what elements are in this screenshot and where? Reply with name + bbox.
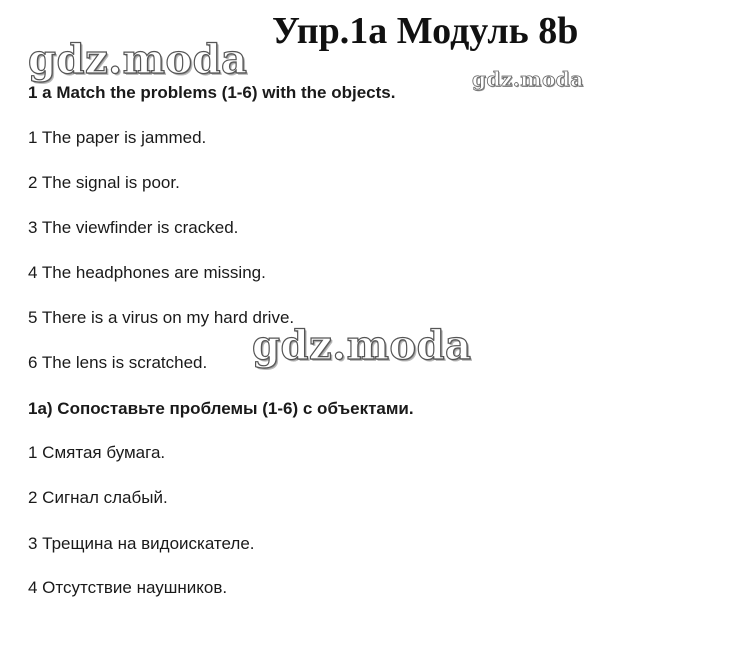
list-item-ru-2: 2 Сигнал слабый. <box>28 488 168 507</box>
page-title: Упр.1a Модуль 8b <box>272 10 579 52</box>
list-item-en-4: 4 The headphones are missing. <box>28 263 266 282</box>
exercise-heading-en: 1 a Match the problems (1-6) with the objects. <box>28 83 396 102</box>
list-item-en-3: 3 The viewfinder is cracked. <box>28 218 239 237</box>
watermark-logo: gdz.moda <box>28 36 248 83</box>
list-item-ru-3: 3 Трещина на видоискателе. <box>28 534 255 553</box>
list-item-en-2: 2 The signal is poor. <box>28 173 180 192</box>
watermark-logo-small: gdz.moda <box>472 67 584 91</box>
list-item-en-6: 6 The lens is scratched. <box>28 353 208 372</box>
list-item-ru-4: 4 Отсутствие наушников. <box>28 578 228 597</box>
list-item-ru-1: 1 Смятая бумага. <box>28 443 166 462</box>
list-item-en-5: 5 There is a virus on my hard drive. <box>28 308 295 327</box>
watermark-logo-middle: gdz.moda <box>252 322 472 369</box>
exercise-heading-ru: 1a) Сопоставьте проблемы (1-6) с объектами. <box>28 399 414 418</box>
list-item-en-1: 1 The paper is jammed. <box>28 128 207 147</box>
